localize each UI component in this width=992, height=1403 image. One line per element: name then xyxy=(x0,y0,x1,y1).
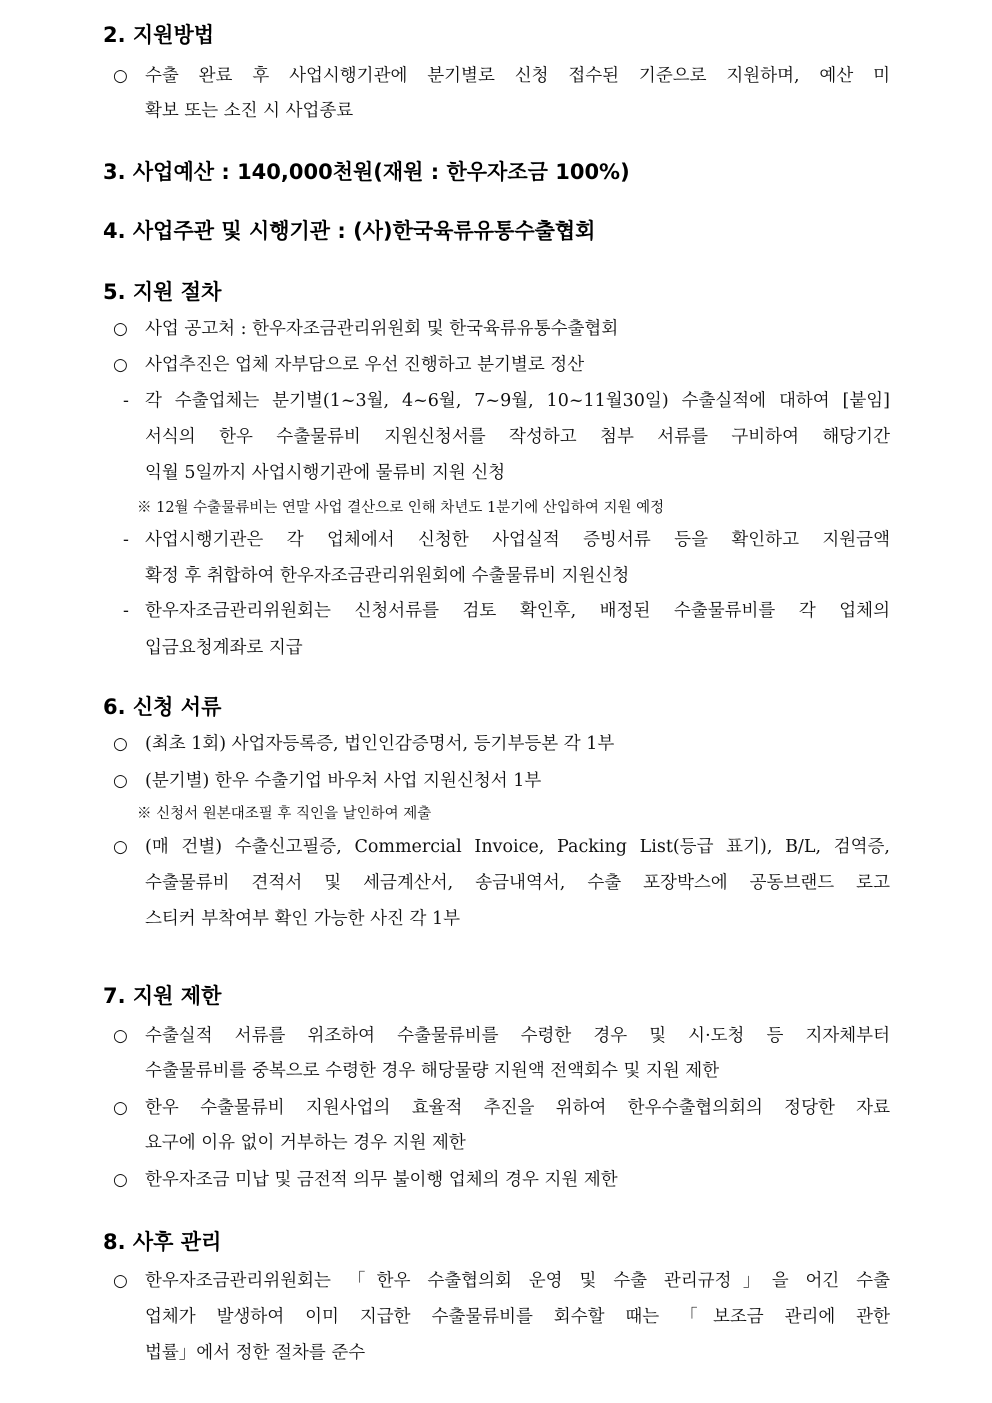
circle-bullet-icon: ○ xyxy=(113,1026,128,1046)
item-text: 사업시행기관은 각 업체에서 신청한 사업실적 증빙서류 등을 확인하고 지원금액 xyxy=(145,530,890,550)
circle-bullet-icon: ○ xyxy=(113,355,128,375)
circle-bullet-icon: ○ xyxy=(113,1170,128,1190)
circle-bullet-icon: ○ xyxy=(113,1271,128,1291)
item-text: (최초 1회) 사업자등록증, 법인인감증명서, 등기부등본 각 1부 xyxy=(145,734,615,754)
circle-bullet-icon: ○ xyxy=(113,771,128,791)
section-4-heading: 4. 사업주관 및 시행기관 : (사)한국육류유통수출협회 xyxy=(103,219,596,243)
circle-bullet-icon: ○ xyxy=(113,319,128,339)
item-text: 요구에 이유 없이 거부하는 경우 지원 제한 xyxy=(145,1133,466,1153)
circle-bullet-icon: ○ xyxy=(113,1098,128,1118)
item-text: 법률」에서 정한 절차를 준수 xyxy=(145,1343,366,1363)
section-6-heading: 6. 신청 서류 xyxy=(103,695,222,719)
circle-bullet-icon: ○ xyxy=(113,837,128,857)
item-text: 한우자조금관리위원회는 신청서류를 검토 확인후, 배정된 수출물류비를 각 업체의 xyxy=(145,601,890,621)
section-5-heading: 5. 지원 절차 xyxy=(103,280,222,304)
section-5-note: ※ 12월 수출물류비는 연말 사업 결산으로 인해 차년도 1분기에 산입하여 지원 예정 xyxy=(137,500,665,516)
item-text: 확정 후 취합하여 한우자조금관리위원회에 수출물류비 지원신청 xyxy=(145,566,630,586)
section-2-heading: 2. 지원방법 xyxy=(103,23,215,47)
item-text: 서식의 한우 수출물류비 지원신청서를 작성하고 첨부 서류를 구비하여 해당기간 xyxy=(145,427,890,447)
item-text: 사업 공고처 : 한우자조금관리위원회 및 한국육류유통수출협회 xyxy=(145,319,619,339)
item-text: (분기별) 한우 수출기업 바우처 사업 지원신청서 1부 xyxy=(145,771,542,791)
item-text: 한우자조금 미납 및 금전적 의무 불이행 업체의 경우 지원 제한 xyxy=(145,1170,618,1190)
item-text: 각 수출업체는 분기별(1~3월, 4~6월, 7~9월, 10~11월30일) 수출실적에 대하여 [붙임] xyxy=(145,391,890,411)
section-3-heading: 3. 사업예산 : 140,000천원(재원 : 한우자조금 100%) xyxy=(103,160,630,184)
circle-bullet-icon: ○ xyxy=(113,66,128,86)
dash-bullet-icon: - xyxy=(123,391,129,411)
item-text: 스티커 부착여부 확인 가능한 사진 각 1부 xyxy=(145,909,460,929)
item-text: 익월 5일까지 사업시행기관에 물류비 지원 신청 xyxy=(145,463,506,483)
item-text: 한우자조금관리위원회는 「한우 수출협의회 운영 및 수출 관리규정」을 어긴 수출 xyxy=(145,1271,890,1291)
item-text: 사업추진은 업체 자부담으로 우선 진행하고 분기별로 정산 xyxy=(145,355,585,375)
item-text: (매 건별) 수출신고필증, Commercial Invoice, Packing List(등급 표기), B/L, 검역증, xyxy=(145,837,890,857)
item-text: 업체가 발생하여 이미 지급한 수출물류비를 회수할 때는 「보조금 관리에 관한 xyxy=(145,1307,890,1327)
section-7-heading: 7. 지원 제한 xyxy=(103,984,222,1008)
item-text: 수출 완료 후 사업시행기관에 분기별로 신청 접수된 기준으로 지원하며, 예산 미 xyxy=(145,66,890,86)
item-text: 수출물류비 견적서 및 세금계산서, 송금내역서, 수출 포장박스에 공동브랜드 로고 xyxy=(145,873,890,893)
section-8-heading: 8. 사후 관리 xyxy=(103,1230,222,1254)
item-text: 수출실적 서류를 위조하여 수출물류비를 수령한 경우 및 시·도청 등 지자체부터 xyxy=(145,1026,890,1046)
item-text: 입금요청계좌로 지급 xyxy=(145,638,303,658)
circle-bullet-icon: ○ xyxy=(113,734,128,754)
section-6-note: ※ 신청서 원본대조필 후 직인을 날인하여 제출 xyxy=(137,806,432,822)
item-text: 한우 수출물류비 지원사업의 효율적 추진을 위하여 한우수출협의회의 정당한 자료 xyxy=(145,1098,890,1118)
item-text: 수출물류비를 중복으로 수령한 경우 해당물량 지원액 전액회수 및 지원 제한 xyxy=(145,1061,720,1081)
item-text: 확보 또는 소진 시 사업종료 xyxy=(145,101,354,121)
dash-bullet-icon: - xyxy=(123,530,129,550)
dash-bullet-icon: - xyxy=(123,601,129,621)
